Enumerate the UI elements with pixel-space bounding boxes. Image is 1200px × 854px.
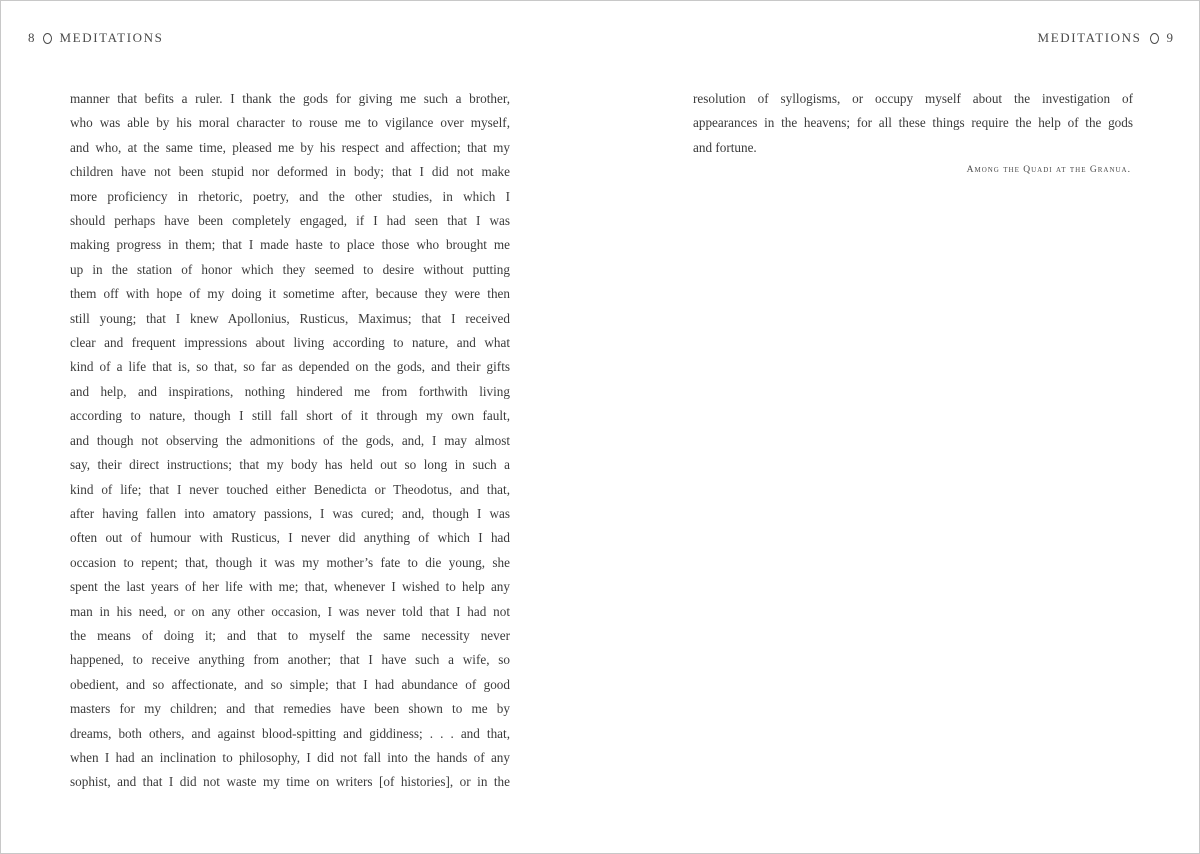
text-line: and who, at the same time, pleased me by his respect and affection; that my — [70, 139, 510, 155]
text-line: obedient, and so affectionate, and so simple; that I had abundance of good — [70, 676, 510, 692]
left-page-body-text — [70, 87, 510, 795]
text-line: and fortune. — [693, 139, 757, 155]
right-page-body-text — [693, 87, 1133, 160]
text-line: occasion to repent; that, though it was my mother’s fate to die young, she — [70, 554, 510, 570]
text-line: making progress in them; that I made haste to place those who brought me — [70, 237, 510, 253]
text-line: more proficiency in rhetoric, poetry, and the other studies, in which I — [70, 188, 510, 204]
text-line: kind of a life that is, so that, so far as depended on the gods, and their gifts — [70, 359, 510, 375]
text-line: appearances in the heavens; for all these things require the help of the gods — [693, 115, 1133, 131]
text-line: happened, to receive anything from another; that I have such a wife, so — [70, 652, 510, 668]
text-line: dreams, both others, and against blood-spitting and giddiness; . . . and that, — [70, 725, 510, 741]
text-line: after having fallen into amatory passions, I was cured; and, though I was — [70, 505, 510, 521]
text-line: the means of doing it; and that to myself the same necessity never — [70, 627, 510, 643]
page-number: 9 — [1166, 30, 1173, 45]
text-line: clear and frequent impressions about living according to nature, and what — [70, 335, 510, 351]
text-line: sophist, and that I did not waste my time on writers [of histories], or in the — [70, 774, 510, 790]
text-line: and help, and inspirations, nothing hindered me from forthwith living — [70, 383, 510, 399]
running-head: MEDITATIONS — [1037, 30, 1142, 45]
right-page-header — [1038, 30, 1173, 46]
text-line: say, their direct instructions; that my body has held out so long in such a — [70, 457, 510, 473]
text-line: resolution of syllogisms, or occupy myself about the investigation of — [693, 91, 1133, 106]
page-number: 8 — [28, 30, 35, 45]
text-line: often out of humour with Rusticus, I never did anything of which I had — [70, 530, 510, 546]
text-line: manner that befits a ruler. I thank the gods for giving me such a brother, — [70, 91, 510, 106]
text-line: kind of life; that I never touched either Benedicta or Theodotus, and that, — [70, 481, 510, 497]
text-line: children have not been stupid nor deformed in body; that I did not make — [70, 164, 510, 180]
right-page — [601, 1, 1200, 853]
text-line: spent the last years of her life with me; that, whenever I wished to help any — [70, 579, 510, 595]
left-page-header — [28, 30, 163, 46]
text-line: still young; that I knew Apollonius, Rusticus, Maximus; that I received — [70, 310, 510, 326]
ring-ornament-icon — [1150, 33, 1159, 44]
text-line: up in the station of honor which they seemed to desire without putting — [70, 261, 510, 277]
text-line: them off with hope of my doing it sometime after, because they were then — [70, 286, 510, 302]
text-line: according to nature, though I still fall short of it through my own fault, — [70, 408, 510, 424]
closing-signoff: Among the Quadi at the Granua. — [966, 165, 1131, 175]
text-line: masters for my children; and that remedies have been shown to me by — [70, 701, 510, 717]
running-head: MEDITATIONS — [59, 30, 164, 45]
text-line: when I had an inclination to philosophy, I did not fall into the hands of any — [70, 749, 510, 765]
text-line: man in his need, or on any other occasion, I was never told that I had not — [70, 603, 510, 619]
text-line: should perhaps have been completely engaged, if I had seen that I was — [70, 213, 510, 229]
text-line: and though not observing the admonitions of the gods, and, I may almost — [70, 432, 510, 448]
text-line: who was able by his moral character to rouse me to vigilance over myself, — [70, 115, 510, 131]
left-page — [1, 1, 601, 853]
ring-ornament-icon — [43, 33, 52, 44]
